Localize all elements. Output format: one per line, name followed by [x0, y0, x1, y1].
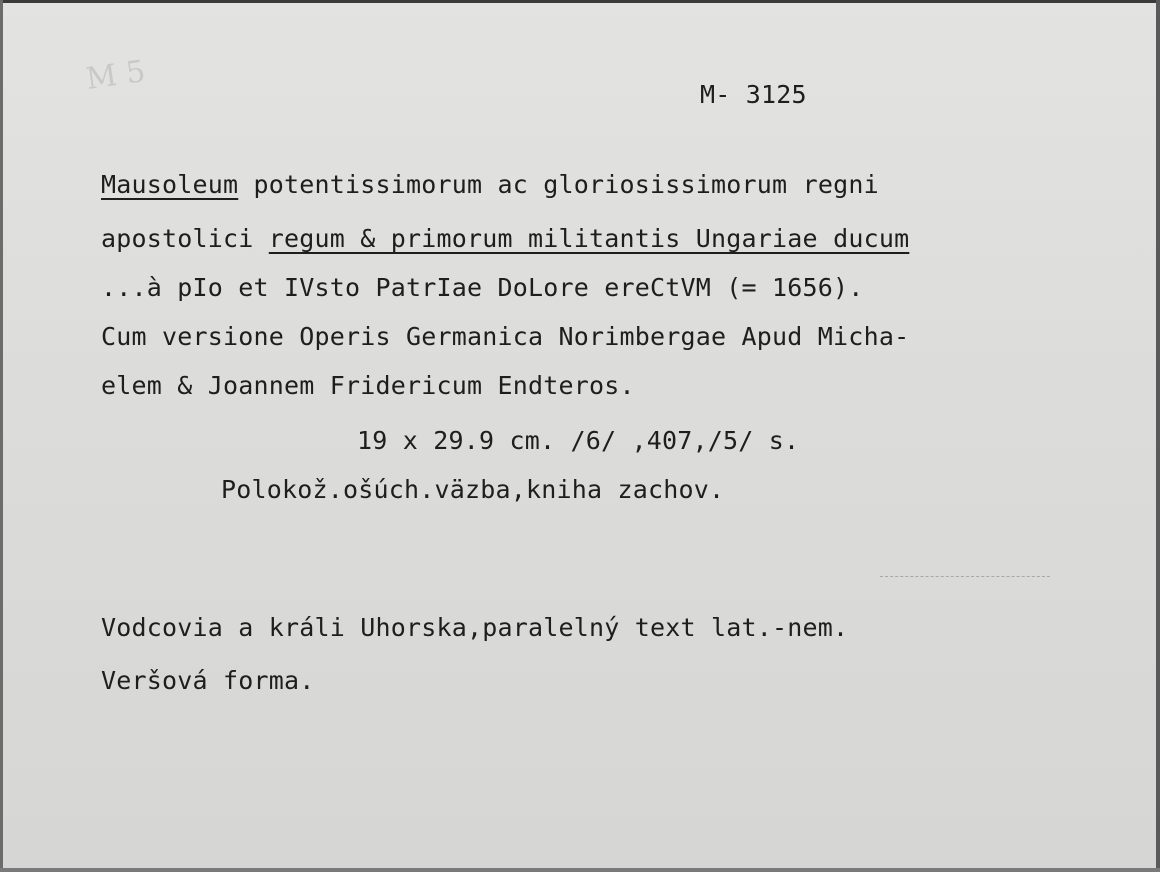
title-line-1: [101, 172, 879, 197]
call-number: M- 3125: [700, 80, 807, 109]
card-edge-left: [0, 0, 3, 872]
title-line-5: elem & Joannem Fridericum Endteros.: [101, 371, 635, 400]
title-line-3: ...à pIo et IVsto PatrIae DoLore ereCtVM (= 1656).: [101, 273, 864, 302]
card-edge-right: [1156, 0, 1160, 872]
pencil-note: M 5: [83, 54, 148, 97]
card-edge-bottom: [0, 868, 1160, 872]
note-line-2: Veršová forma.: [101, 666, 315, 695]
title-line-2: [101, 226, 909, 251]
collation-line: 19 x 29.9 cm. /6/ ,407,/5/ s.: [357, 426, 800, 455]
title-line-1-rest: potentissimorum ac gloriosissimorum regni: [238, 170, 879, 199]
title-line-2-underlined: regum & primorum militantis Ungariae ducum: [268, 224, 910, 253]
title-main-word: Mausoleum: [101, 170, 239, 199]
faint-dashed-mark: [880, 576, 1050, 577]
title-line-4: Cum versione Operis Germanica Norimbergae Apud Micha-: [101, 322, 910, 351]
note-line-1: Vodcovia a králi Uhorska,paralelný text lat.-nem.: [101, 613, 849, 642]
card-edge-top: [0, 0, 1160, 3]
title-line-2-start: apostolici: [101, 224, 269, 253]
binding-line: Polokož.ošúch.väzba,kniha zachov.: [221, 475, 725, 504]
